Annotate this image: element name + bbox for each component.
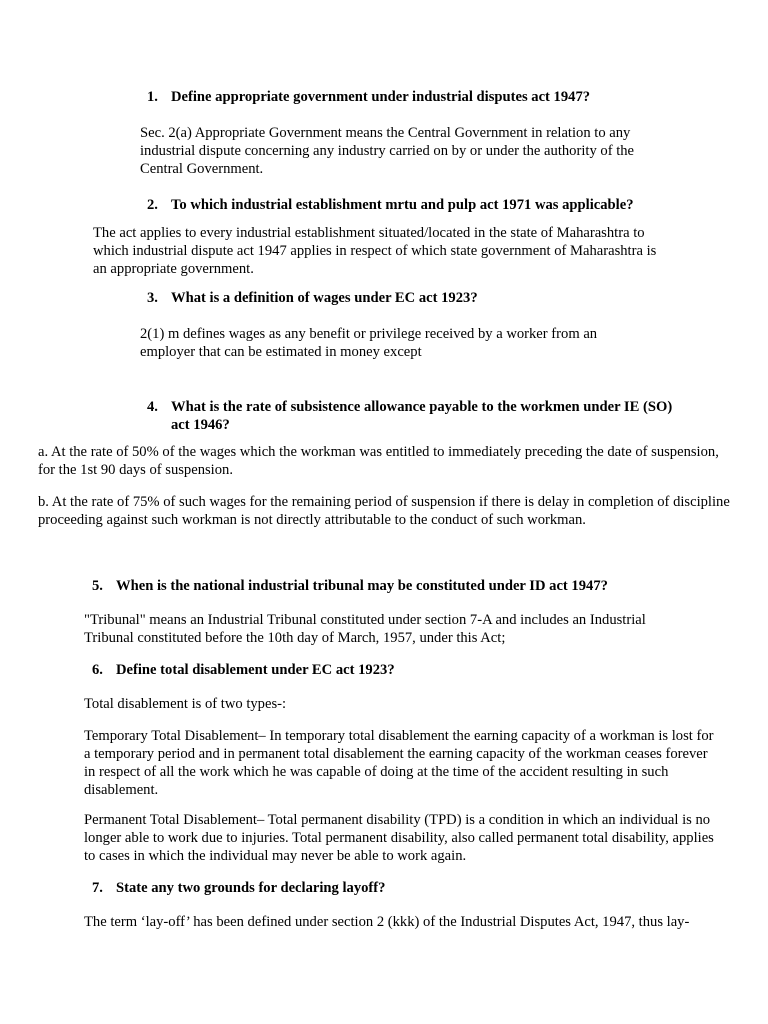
question-7 <box>92 879 712 897</box>
question-number: 1. <box>147 89 158 105</box>
question-text: Define total disablement under EC act 1923? <box>116 662 395 678</box>
question-4 <box>147 398 677 434</box>
question-5 <box>92 577 712 595</box>
answer-paragraph: Temporary Total Disablement– In temporary total disablement the earning capacity of a workman is lost for a temporary period and in permanent total disablement the earning capacity of the workman ceases forever in respect of all the work which he was capable of doing at the time of the accident resulting in such disablement. <box>84 728 714 798</box>
answer-paragraph: The act applies to every industrial establishment situated/located in the state of Maharashtra to which industrial dispute act 1947 applies in respect of which state government of Maharashtra is an appropriate government. <box>93 225 657 277</box>
question-number: 7. <box>92 880 103 896</box>
question-number: 6. <box>92 662 103 678</box>
answer-paragraph: a. At the rate of 50% of the wages which the workman was entitled to immediately preceding the date of suspension, for the 1st 90 days of suspension. <box>38 444 719 478</box>
answer-paragraph: 2(1) m defines wages as any benefit or privilege received by a worker from an employer that can be estimated in money except <box>140 326 598 360</box>
question-text: What is the rate of subsistence allowance payable to the workmen under IE (SO) act 1946? <box>171 399 673 433</box>
question-text: Define appropriate government under industrial disputes act 1947? <box>171 89 591 105</box>
answer-paragraph: The term ‘lay-off’ has been defined under section 2 (kkk) of the Industrial Disputes Act, 1947, thus lay- <box>84 914 690 930</box>
question-3 <box>147 289 707 307</box>
question-1 <box>147 88 707 106</box>
question-number: 5. <box>92 578 103 594</box>
question-number: 2. <box>147 197 158 213</box>
answer-paragraph: b. At the rate of 75% of such wages for the remaining period of suspension if there is delay in completion of discipline proceeding against such workman is not directly attributable to the conduct of such workman. <box>38 494 730 528</box>
question-text: What is a definition of wages under EC act 1923? <box>171 290 478 306</box>
question-number: 4. <box>147 399 158 415</box>
question-6 <box>92 661 712 679</box>
question-text: When is the national industrial tribunal may be constituted under ID act 1947? <box>116 578 608 594</box>
question-text: State any two grounds for declaring layoff? <box>116 880 386 896</box>
question-number: 3. <box>147 290 158 306</box>
answer-paragraph: Permanent Total Disablement– Total permanent disability (TPD) is a condition in which an individual is no longer able to work due to injuries. Total permanent disability, also called permanent total disability, applies to cases in which the individual may never be able to work again. <box>84 812 714 864</box>
question-2 <box>147 196 707 214</box>
answer-paragraph: "Tribunal" means an Industrial Tribunal constituted under section 7-A and includes an Industrial Tribunal constituted before the 10th day of March, 1957, under this Act; <box>84 612 646 646</box>
answer-paragraph: Sec. 2(a) Appropriate Government means the Central Government in relation to any industrial dispute concerning any industry carried on by or under the authority of the Central Government. <box>140 125 635 177</box>
answer-paragraph: Total disablement is of two types-: <box>84 696 287 712</box>
question-text: To which industrial establishment mrtu and pulp act 1971 was applicable? <box>171 197 634 213</box>
